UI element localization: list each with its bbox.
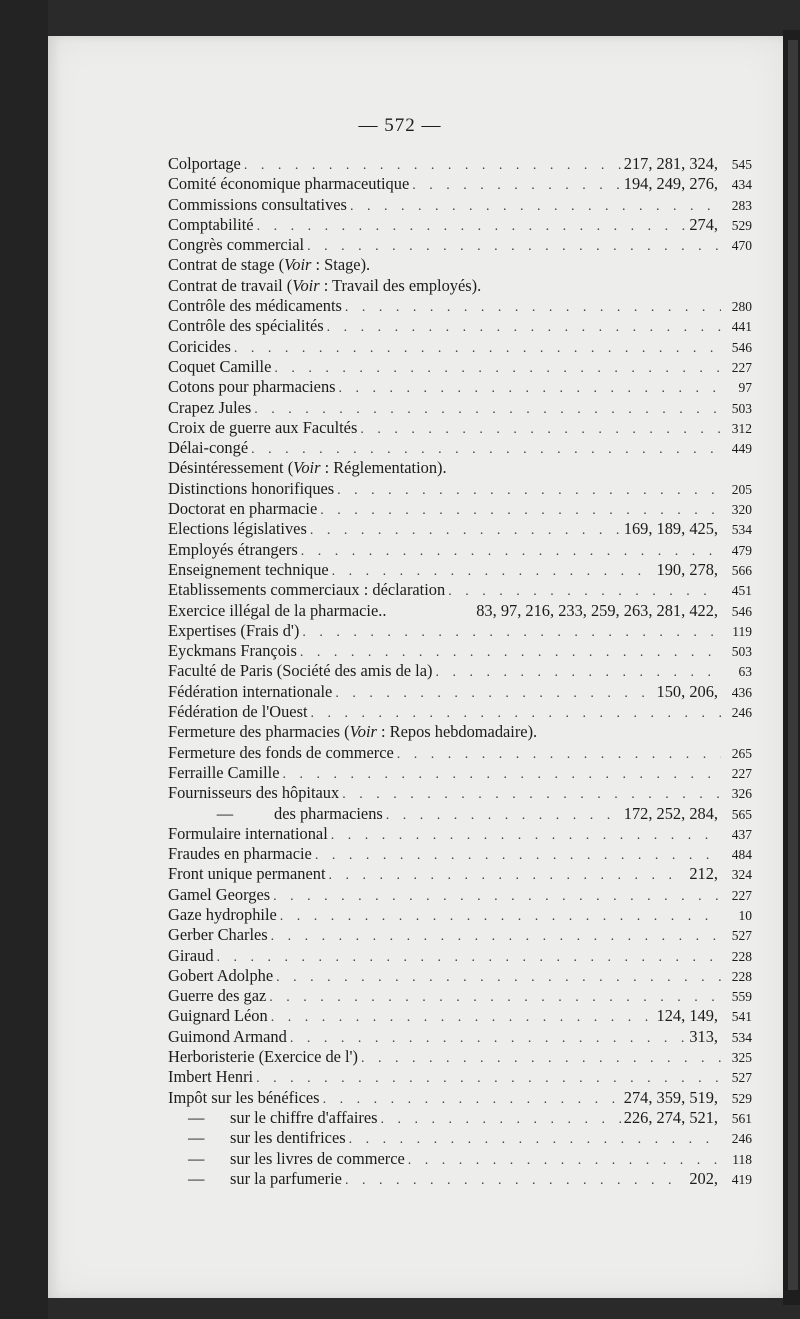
entry-last-page: 503 (731, 400, 752, 416)
entry-last-page: 541 (731, 1009, 752, 1025)
index-entry (168, 682, 752, 702)
leader-dots (271, 927, 721, 947)
entry-last-page: 534 (731, 522, 752, 538)
index-entry (168, 1067, 752, 1087)
entry-last-page: 227 (731, 765, 752, 781)
entry-pages: 124, 149, (656, 1006, 718, 1026)
entry-last-page: 546 (731, 603, 752, 619)
index-entry (168, 763, 752, 783)
entry-last-page: 228 (731, 968, 752, 984)
entry-pages: 274, 359, 519, (623, 1087, 718, 1107)
leader-dots (350, 197, 721, 217)
leader-dots (244, 156, 621, 176)
entry-last-page: 451 (731, 583, 752, 599)
entry-label: Eyckmans François (168, 641, 297, 661)
entry-pages: 226, 274, 521, (623, 1107, 718, 1127)
entry-label: Fermeture des pharmacies (Voir : Repos hebdomadaire). (168, 722, 538, 742)
entry-label: Fraudes en pharmacie (168, 844, 312, 864)
entry-label: Ferraille Camille (168, 762, 280, 782)
entry-label: — sur la parfumerie (188, 1168, 342, 1188)
index-entry (168, 641, 752, 661)
entry-last-page: 546 (731, 339, 752, 355)
index-entry (168, 1169, 752, 1189)
leader-dots (342, 785, 721, 805)
leader-dots (329, 866, 687, 886)
entry-last-page: 324 (731, 867, 752, 883)
entry-last-page: 119 (732, 623, 752, 639)
leader-dots (381, 1110, 621, 1130)
entry-label: Elections législatives (168, 519, 307, 539)
entry-label: Etablissements commerciaux : déclaration (168, 580, 446, 600)
entry-last-page: 227 (731, 887, 752, 903)
entry-pages: 172, 252, 284, (623, 803, 718, 823)
leader-dots (256, 1069, 721, 1089)
leader-dots (290, 1029, 686, 1049)
index-entry (168, 479, 752, 499)
entry-label: Front unique permanent (168, 864, 326, 884)
entry-pages: 202, (689, 1168, 718, 1188)
entry-label: Gobert Adolphe (168, 965, 274, 985)
entry-last-page: 325 (731, 1050, 752, 1066)
entry-label: Expertises (Frais d') (168, 620, 300, 640)
index-entry (168, 946, 752, 966)
index-entry (168, 296, 752, 316)
entry-last-page: 227 (731, 359, 752, 375)
leader-dots (276, 968, 721, 988)
entry-last-page: 503 (731, 644, 752, 660)
leader-dots (386, 806, 621, 826)
leader-dots (311, 704, 721, 724)
leader-dots (435, 663, 721, 683)
entry-label: Giraud (168, 945, 214, 965)
leader-dots (271, 1008, 654, 1028)
entry-label: Fédération internationale (168, 681, 333, 701)
entry-label: — sur les livres de commerce (188, 1148, 405, 1168)
scan-background-left (0, 0, 48, 1319)
entry-pages: 217, 281, 324, (623, 154, 718, 173)
entry-label: Distinctions honorifiques (168, 478, 335, 498)
index-entry (168, 885, 752, 905)
leader-dots (320, 501, 721, 521)
entry-last-page: 470 (731, 238, 752, 254)
leader-dots (302, 623, 721, 643)
entry-last-page: 228 (731, 948, 752, 964)
entry-last-page: 326 (731, 786, 752, 802)
entry-label: Formulaire international (168, 823, 328, 843)
leader-dots (273, 887, 721, 907)
index-entry (168, 357, 752, 377)
index-entry (168, 398, 752, 418)
entry-label: Comité économique pharmaceutique (168, 174, 410, 194)
entry-last-page: 484 (731, 847, 752, 863)
entry-last-page: 434 (731, 177, 752, 193)
entry-last-page: 529 (731, 217, 752, 233)
entry-label: Exercice illégal de la pharmacie.. (168, 600, 387, 620)
entry-label: Employés étrangers (168, 539, 298, 559)
entry-label: Doctorat en pharmacie (168, 499, 318, 519)
entry-pages: 313, (689, 1026, 718, 1046)
entry-label: Guignard Léon (168, 1006, 268, 1026)
entry-label: Gaze hydrophile (168, 904, 277, 924)
index-entry (168, 499, 752, 519)
entry-last-page: 63 (738, 664, 752, 680)
entry-last-page: 246 (731, 1131, 752, 1147)
entry-last-page: 441 (731, 319, 752, 335)
index-entries (168, 154, 752, 1189)
leader-dots (234, 339, 721, 359)
index-entry (168, 316, 752, 336)
leader-dots (448, 582, 721, 602)
index-entry (168, 276, 752, 296)
entry-pages: 194, 249, 276, (623, 174, 718, 194)
index-entry (168, 580, 752, 600)
leader-dots (408, 1151, 721, 1171)
entry-label: Désintéressement (Voir : Réglementation). (168, 458, 447, 478)
entry-pages: 169, 189, 425, (623, 519, 718, 539)
leader-dots (412, 176, 621, 196)
entry-last-page: 566 (731, 562, 752, 578)
entry-last-page: 529 (731, 1090, 752, 1106)
leader-dots (307, 237, 721, 257)
entry-last-page: 283 (731, 197, 752, 213)
entry-label: Imbert Henri (168, 1067, 254, 1087)
entry-pages: 150, 206, (656, 681, 718, 701)
entry-last-page: 10 (738, 907, 752, 923)
entry-last-page: 97 (738, 380, 752, 396)
entry-label: Faculté de Paris (Société des amis de la) (168, 661, 433, 681)
index-entry (168, 1027, 752, 1047)
entry-label: — sur les dentifrices (188, 1128, 346, 1148)
page-number: — 572 — (358, 115, 442, 136)
leader-dots (301, 542, 721, 562)
entry-label: Crapez Jules (168, 397, 252, 417)
leader-dots (361, 1049, 721, 1069)
entry-pages: 212, (689, 864, 718, 884)
leader-dots (315, 846, 721, 866)
entry-label: Guimond Armand (168, 1026, 287, 1046)
entry-label: Contrat de travail (Voir : Travail des employés). (168, 275, 482, 295)
entry-last-page: 246 (731, 705, 752, 721)
entry-last-page: 320 (731, 502, 752, 518)
entry-label: Herboristerie (Exercice de l') (168, 1047, 358, 1067)
leader-dots (300, 643, 721, 663)
entry-last-page: 205 (731, 481, 752, 497)
entry-label: Gamel Georges (168, 884, 271, 904)
index-entry (168, 661, 752, 681)
index-entry (168, 418, 752, 438)
index-entry (168, 458, 752, 478)
leader-dots (269, 988, 721, 1008)
entry-last-page: 118 (732, 1151, 752, 1167)
entry-label: Fournisseurs des hôpitaux (168, 783, 340, 803)
entry-last-page: 527 (731, 928, 752, 944)
entry-pages: 190, 278, (656, 559, 718, 579)
entry-last-page: 265 (731, 745, 752, 761)
index-entry (168, 540, 752, 560)
index-entry (168, 722, 752, 742)
entry-label: Congrès commercial (168, 235, 305, 255)
index-entry (168, 702, 752, 722)
index-entry (168, 377, 752, 397)
entry-label: Commissions consultatives (168, 194, 347, 214)
entry-label: Colportage (168, 154, 241, 173)
entry-label: Comptabilité (168, 214, 254, 234)
entry-label: Fermeture des fonds de commerce (168, 742, 394, 762)
leader-dots (339, 379, 721, 399)
entry-last-page: 561 (731, 1110, 752, 1126)
leader-dots (331, 826, 721, 846)
leader-dots (327, 318, 721, 338)
leader-dots (397, 745, 721, 765)
leader-dots (337, 481, 721, 501)
entry-last-page: 419 (731, 1171, 752, 1187)
leader-dots (254, 400, 721, 420)
leader-dots (257, 217, 687, 237)
index-entry (168, 804, 752, 824)
index-entry (168, 255, 752, 275)
entry-label: Coquet Camille (168, 356, 272, 376)
entry-label: Contrôle des spécialités (168, 316, 324, 336)
index-entry (168, 560, 752, 580)
leader-dots (251, 440, 721, 460)
index-entry (168, 986, 752, 1006)
leader-dots (345, 298, 721, 318)
entry-label: Fédération de l'Ouest (168, 702, 308, 722)
index-entry (168, 844, 752, 864)
entry-last-page: 559 (731, 989, 752, 1005)
entry-last-page: 437 (731, 826, 752, 842)
index-entry (168, 1108, 752, 1128)
leader-dots (360, 420, 721, 440)
entry-pages: 274, (689, 214, 718, 234)
leader-dots (310, 521, 621, 541)
entry-label: Contrat de stage (Voir : Stage). (168, 255, 371, 275)
index-entry (168, 154, 752, 174)
entry-pages: 83, 97, 216, 233, 259, 263, 281, 422, (476, 600, 718, 620)
index-entry (168, 1047, 752, 1067)
leader-dots (280, 907, 721, 927)
entry-label: — sur le chiffre d'affaires (188, 1107, 378, 1127)
entry-last-page: 436 (731, 684, 752, 700)
index-entry (168, 174, 752, 194)
entry-label: — des pharmaciens (216, 803, 383, 823)
entry-last-page: 527 (731, 1070, 752, 1086)
index-entry (168, 621, 752, 641)
entry-last-page: 280 (731, 299, 752, 315)
index-entry (168, 337, 752, 357)
index-entry (168, 743, 752, 763)
leader-dots (345, 1171, 686, 1191)
leader-dots (323, 1090, 621, 1110)
index-entry (168, 1128, 752, 1148)
index-entry (168, 215, 752, 235)
index-entry (168, 195, 752, 215)
index-entry (168, 235, 752, 255)
index-entry (168, 783, 752, 803)
entry-label: Croix de guerre aux Facultés (168, 417, 358, 437)
entry-last-page: 312 (731, 420, 752, 436)
index-entry (168, 601, 752, 621)
leader-dots (349, 1130, 721, 1150)
entry-label: Contrôle des médicaments (168, 296, 342, 316)
index-entry (168, 1006, 752, 1026)
index-entry (168, 1088, 752, 1108)
entry-label: Impôt sur les bénéfices (168, 1087, 320, 1107)
index-entry (168, 966, 752, 986)
index-entry (168, 905, 752, 925)
entry-label: Coricides (168, 336, 231, 356)
index-entry (168, 438, 752, 458)
leader-dots (283, 765, 721, 785)
entry-label: Délai-congé (168, 438, 249, 458)
leader-dots (335, 684, 653, 704)
leader-dots (274, 359, 721, 379)
entry-last-page: 479 (731, 542, 752, 558)
entry-last-page: 545 (731, 157, 752, 172)
entry-label: Guerre des gaz (168, 986, 267, 1006)
entry-label: Gerber Charles (168, 925, 268, 945)
index-entry (168, 824, 752, 844)
entry-label: Enseignement technique (168, 559, 329, 579)
leader-dots (217, 948, 721, 968)
entry-last-page: 534 (731, 1029, 752, 1045)
page-edge-strip (788, 40, 798, 1290)
index-entry (168, 519, 752, 539)
index-entry (168, 864, 752, 884)
leader-dots (332, 562, 654, 582)
entry-label: Cotons pour pharmaciens (168, 377, 336, 397)
index-entry (168, 1149, 752, 1169)
index-entry (168, 925, 752, 945)
entry-last-page: 565 (731, 806, 752, 822)
entry-last-page: 449 (731, 441, 752, 457)
